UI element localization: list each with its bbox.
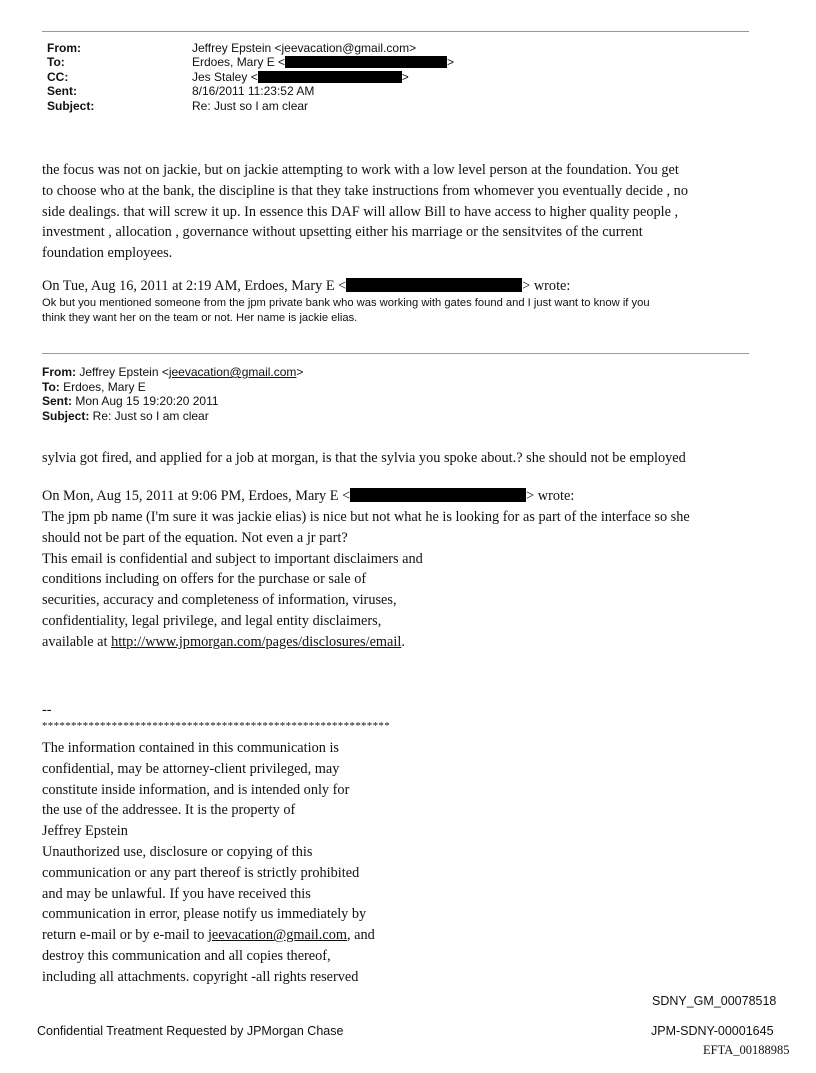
- body-line: investment , allocation , governance without upsetting either his marriage or the sensitvites of the current: [42, 224, 643, 241]
- quoted-sent-row: [42, 394, 303, 409]
- reply-body: sylvia got fired, and applied for a job at morgan, is that the sylvia you spoke about.? she should not be employed: [42, 450, 686, 466]
- quote-intro-2: [42, 486, 754, 507]
- header-to-row: [47, 55, 454, 69]
- to-label: To:: [47, 55, 65, 70]
- quoted-from-label: From:: [42, 365, 76, 379]
- subject-value: Re: Just so I am clear: [192, 98, 309, 113]
- quoted-subject-value: Re: Just so I am clear: [89, 408, 209, 423]
- quote-intro-2-text: On Mon, Aug 15, 2011 at 9:06 PM, Erdoes, Mary E <: [42, 488, 351, 504]
- header-cc-row: [47, 70, 454, 84]
- quoted-to-row: [42, 380, 303, 395]
- disclaimer-line: communication or any part thereof is strictly prohibited: [42, 864, 360, 881]
- signature-email-link[interactable]: jeevacation@gmail.com: [207, 927, 347, 944]
- confidential-notice: Confidential Treatment Requested by JPMorgan Chase: [37, 1024, 344, 1038]
- redaction-bar: [346, 278, 522, 292]
- quoted-subject-label: Subject:: [42, 408, 90, 423]
- body-line: side dealings. that will screw it up. In essence this DAF will allow Bill to have access to higher quality people ,: [42, 203, 679, 220]
- quoted-subject-row: [42, 409, 303, 424]
- disclosures-link[interactable]: http://www.jpmorgan.com/pages/disclosures/email: [111, 633, 402, 650]
- subject-label: Subject:: [47, 98, 95, 113]
- sent-value: 8/16/2011 11:23:52 AM: [192, 84, 315, 99]
- cc-value: [192, 70, 409, 84]
- disclaimer-line: The information contained in this communication is: [42, 740, 339, 756]
- quoted-message-2: [42, 507, 754, 653]
- bates-sdny: SDNY_GM_00078518: [652, 994, 777, 1008]
- quoted-line: The jpm pb name (I'm sure it was jackie elias) is nice but not what he is looking for as part of the interface so she: [42, 509, 690, 525]
- available-at-text: available at: [42, 633, 112, 650]
- quote-intro: [42, 276, 754, 297]
- redaction-bar: [285, 56, 447, 68]
- disclaimer-line: Jeffrey Epstein: [42, 823, 128, 840]
- disclaimer-line: communication in error, please notify us immediately by: [42, 906, 367, 923]
- to-value: [192, 55, 454, 69]
- disclaimer-line: the use of the addressee. It is the property of: [42, 802, 296, 819]
- signature-stars: ************************************************************: [42, 720, 390, 732]
- quoted-from-name: Jeffrey Epstein <: [76, 365, 169, 379]
- cc-name: Jes Staley <: [192, 69, 258, 84]
- redaction-bar: [350, 488, 526, 502]
- body-line: the focus was not on jackie, but on jackie attempting to work with a low level person at the foundation. You get: [42, 162, 679, 178]
- header-subject-row: [47, 99, 454, 113]
- disclaimer-line: including all attachments. copyright -all rights reserved: [42, 968, 359, 985]
- disclaimer-line: destroy this communication and all copies thereof,: [42, 947, 331, 964]
- disclaimer-line: and may be unlawful. If you have received this: [42, 885, 311, 902]
- quote-intro-wrote: > wrote:: [522, 278, 571, 294]
- disclaimer-line: confidential, may be attorney-client privileged, may: [42, 760, 340, 777]
- quoted-sent-label: Sent:: [42, 394, 72, 409]
- to-close: >: [447, 55, 455, 70]
- body-line: foundation employees.: [42, 245, 173, 262]
- quote-intro-2-wrote: > wrote:: [526, 488, 575, 504]
- from-label: From:: [47, 41, 81, 55]
- quoted-to-value: Erdoes, Mary E: [59, 379, 146, 394]
- disclaimer-line: constitute inside information, and is intended only for: [42, 781, 350, 798]
- bates-efta: EFTA_00188985: [703, 1043, 790, 1057]
- return-email-suffix: , and: [346, 927, 375, 944]
- header-from-row: [47, 41, 454, 55]
- disclaimer-line: Unauthorized use, disclosure or copying of this: [42, 843, 313, 860]
- header-sent-row: [47, 84, 454, 98]
- quoted-to-label: To:: [42, 379, 60, 394]
- quoted-line: Ok but you mentioned someone from the jpm private bank who was working with gates found and I just want to know if you: [42, 297, 650, 309]
- quoted-line: securities, accuracy and completeness of information, viruses,: [42, 592, 397, 609]
- disclaimer-line: [42, 925, 754, 946]
- signature-dashes: --: [42, 702, 52, 718]
- quoted-message: [42, 296, 754, 326]
- email-header: [47, 41, 454, 113]
- quote-divider: [42, 353, 749, 354]
- quoted-from-email-link[interactable]: jeevacation@gmail.com: [168, 365, 297, 379]
- return-email-text: return e-mail or by e-mail to: [42, 927, 208, 944]
- sent-label: Sent:: [47, 84, 77, 99]
- quoted-from-row: [42, 365, 303, 380]
- quoted-line: confidentiality, legal privilege, and legal entity disclaimers,: [42, 612, 382, 629]
- bates-jpm: JPM-SDNY-00001645: [651, 1024, 774, 1038]
- quoted-line: should not be part of the equation. Not even a jr part?: [42, 529, 348, 546]
- quoted-line: This email is confidential and subject to important disclaimers and: [42, 550, 423, 567]
- quote-intro-text: On Tue, Aug 16, 2011 at 2:19 AM, Erdoes, Mary E <: [42, 278, 347, 294]
- from-value: Jeffrey Epstein <jeevacation@gmail.com>: [192, 41, 417, 55]
- quoted-sent-value: Mon Aug 15 19:20:20 2011: [72, 394, 219, 409]
- signature-disclaimer: [42, 738, 754, 988]
- quoted-line: think they want her on the team or not. Her name is jackie elias.: [42, 312, 358, 324]
- redaction-bar: [258, 71, 402, 83]
- quoted-line: [42, 632, 754, 653]
- to-name: Erdoes, Mary E <: [192, 55, 286, 70]
- message-body: [42, 160, 754, 264]
- quoted-header: [42, 365, 303, 423]
- cc-label: CC:: [47, 69, 69, 84]
- quoted-line: conditions including on offers for the purchase or sale of: [42, 571, 367, 588]
- cc-close: >: [401, 69, 409, 84]
- quoted-from-close: >: [296, 365, 304, 379]
- top-divider: [42, 31, 749, 32]
- body-line: to choose who at the bank, the discipline is that they take instructions from whomever you eventually decide , no: [42, 182, 688, 199]
- available-at-period: .: [401, 633, 405, 650]
